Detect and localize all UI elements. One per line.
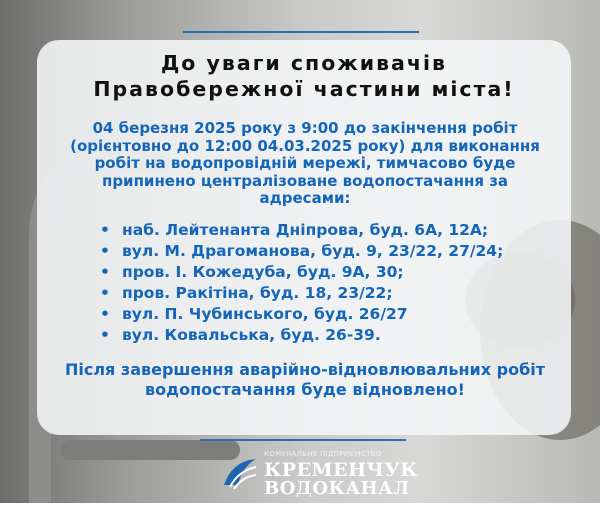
notice-intro [60,120,550,208]
address-text: наб. Лейтенанта Дніпрова, буд. 6А, 12А; [122,221,489,239]
address-list [100,220,570,346]
address-text: вул. М. Драгоманова, буд. 9, 23/22, 27/24; [122,242,504,260]
intro-line: робіт на водопровідній мережі, тимчасово буде [94,154,516,172]
list-item [100,262,570,283]
list-item [100,325,570,346]
list-item [100,304,570,325]
bottom-divider [200,439,406,441]
intro-line: припинено централізоване водопостачання за [101,171,509,190]
top-divider [183,31,419,33]
bullet: • [100,221,110,239]
bullet: • [100,305,110,323]
list-item [100,283,570,304]
water-drop-logo-icon [220,453,260,493]
restoration-note [45,360,565,400]
logo-company-type: КОМУНАЛЬНЕ ПІДПРИЄМСТВО [264,450,382,458]
list-item [100,220,570,241]
footer-line: Після завершення аварійно-відновлювальних робіт [64,360,546,379]
bullet: • [100,284,110,302]
logo-city: КРЕМЕНЧУК [264,459,419,481]
title-line: До уваги споживачів [161,51,447,75]
address-text: пров. І. Кожедуба, буд. 9А, 30; [122,263,404,281]
bullet: • [100,242,110,260]
bullet: • [100,326,110,344]
title-line: Правобережної частини міста! [93,77,515,101]
intro-line: (орієнтовно до 12:00 04.03.2025 року) для виконання [70,136,540,155]
footer-line: водопостачання буде відновлено! [145,380,465,399]
logo-org: ВОДОКАНАЛ [264,478,410,499]
list-item [100,241,570,262]
address-text: вул. Ковальська, буд. 26-39. [122,326,381,344]
notice-title [37,50,571,102]
company-logo [220,447,419,499]
intro-line: 04 березня 2025 року з 9:00 до закінчення робіт [92,119,518,137]
address-text: вул. П. Чубинського, буд. 26/27 [122,305,408,323]
intro-line: адресами: [259,189,351,207]
address-text: пров. Ракітіна, буд. 18, 23/22; [122,284,393,302]
bullet: • [100,263,110,281]
